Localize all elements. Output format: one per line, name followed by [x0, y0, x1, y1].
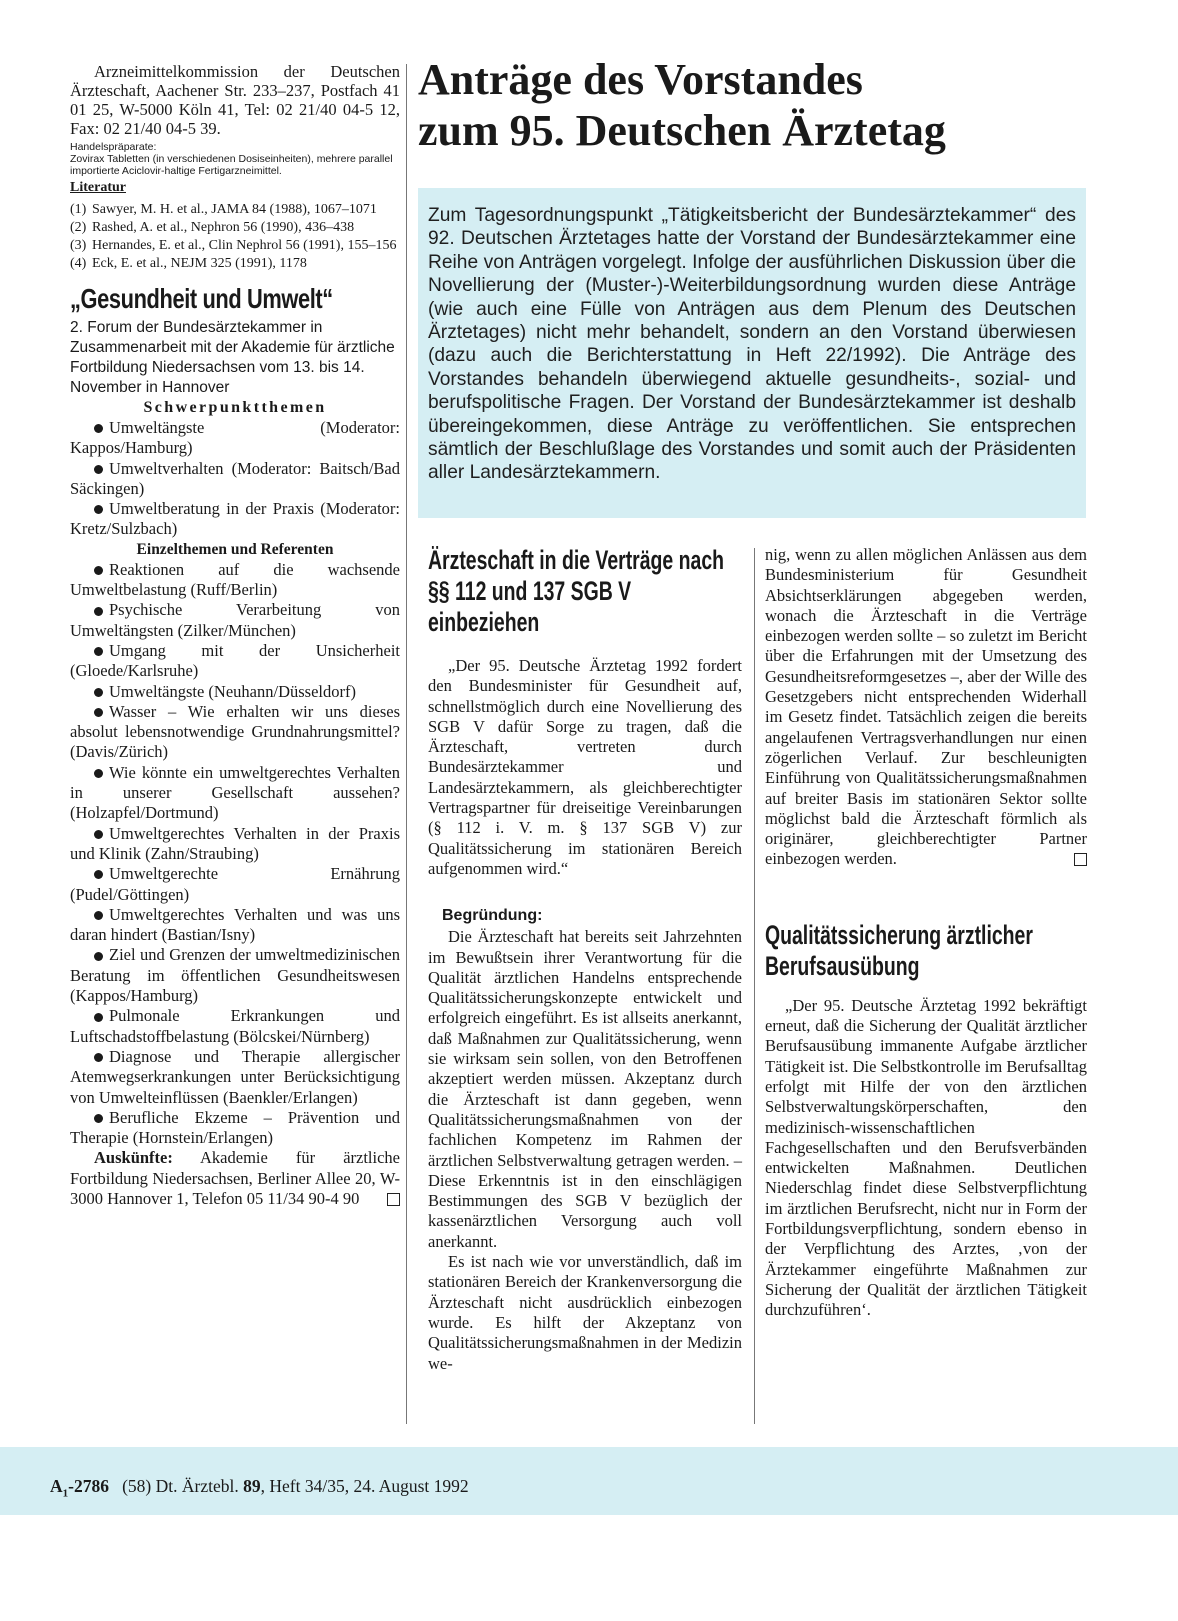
list-item: Wie könnte ein umweltgerechtes Verhalten in unserer Gesellschaft aussehen? (Holzapfel/Dortmund) [70, 762, 400, 823]
bullet-icon [94, 1114, 103, 1123]
list-item: Umweltberatung in der Praxis (Moderator: Kretz/Sulzbach) [70, 499, 400, 539]
forum-text: 2. Forum der Bundesärztekammer in Zusammenarbeit mit der Akademie für ärztliche Fortbildung Niedersachsen vom 13. bis 14. November in Hannover [70, 319, 395, 396]
article1-heading: Ärzteschaft in die Verträge nach §§ 112 und 137 SGB V einbeziehen [428, 545, 725, 637]
bullet-icon [94, 688, 103, 697]
bullet-icon [94, 769, 103, 778]
bullet-icon [94, 607, 103, 616]
volume: 89 [243, 1476, 261, 1496]
article2-heading: Qualitätssicherung ärztlicher Berufsausübung [765, 919, 1033, 981]
list-item: Umweltängste (Moderator: Kappos/Hamburg) [70, 418, 400, 458]
bullet-icon [94, 566, 103, 575]
left-column [70, 62, 400, 1209]
list-item: Umweltverhalten (Moderator: Baitsch/Bad Säckingen) [70, 458, 400, 498]
article1-para2: Es ist nach wie vor unverständlich, daß im stationären Bereich der Krankenversorgung die Ärzteschaft nicht ausdrücklich einbezogen wurde. Es hilft der Akzeptanz von Qualitätssicherungsmaßnahmen in der Medizin we- [428, 1252, 742, 1373]
list-item: Wasser – Wie erhalten wir uns dieses absolut lebensnotwendige Grundnahrungsmittel? (Davis/Zürich) [70, 701, 400, 762]
intro-box [418, 188, 1086, 518]
bullet-icon [94, 505, 103, 514]
issue-number: (58) [122, 1476, 152, 1496]
schwerpunkt-list [70, 418, 400, 540]
list-item: Reaktionen auf die wachsende Umweltbelastung (Ruff/Berlin) [70, 559, 400, 600]
bullet-icon [94, 830, 103, 839]
end-mark-icon [1074, 853, 1087, 866]
journal-name: Dt. Ärztebl. [155, 1476, 239, 1496]
end-mark-icon [387, 1193, 400, 1206]
bullet-icon [94, 708, 103, 717]
bullet-icon [94, 952, 103, 961]
contact-info: Arzneimittelkommission der Deutschen Ärzteschaft, Aachener Str. 233–237, Postfach 41 01 25, W-5000 Köln 41, Tel: 02 21/40 04-5 12, Fax: 02 21/40 04-5 39. [70, 62, 400, 138]
auskunft-label: Auskünfte: [94, 1148, 173, 1168]
intro-text: Zum Tagesordnungspunkt „Tätigkeitsbericht der Bundesärztekammer“ des 92. Deutschen Ärztetages hatte der Vorstand der Bundesärztekammer eine Reihe von Anträgen vorgelegt. Infolge der ausführlichen Diskussion über die Novellierung der (Muster-)-Weiterbildungsordnung wurden diese Anträge (wie auch eine Fülle von Anträgen aus dem Plenum des Deutschen Ärztetages) nicht mehr behandelt, sondern an den Vorstand überwiesen (dazu auch die Berichterstattung in Heft 22/1992). Die Anträge des Vorstandes behandeln überwiegend aktuelle gesundheits-, sozial- und berufspolitische Fragen. Der Vorstand der Bundesärztekammer ist deshalb übereingekommen, diese Anträge zu veröffentlichen. Sie entsprechen sämtlich der Beschlußlage des Vorstandes und somit auch der Präsidenten aller Landesärztekammern. [428, 205, 1076, 484]
reference-list [70, 202, 400, 272]
handel-label: Handelspräparate: [70, 141, 157, 153]
column-divider [406, 64, 407, 1424]
article1-para1: Die Ärzteschaft hat bereits seit Jahrzehnten im Bewußtsein ihrer Verantwortung für die Qualität ärztlichen Handelns entsprechende Qualitätssicherungskonzepte entwickelt und erfolgreich eingeführt. Es ist allseits anerkannt, daß Maßnahmen zur Qualitätssicherung, wenn sie wirksam sein sollen, von den Betroffenen akzeptiert werden müssen. Akzeptanz durch die Ärzteschaft ist dann gegeben, wenn Qualitätssicherungsmaßnahmen von der fachlichen Kompetenz im Rahmen der ärztlichen Selbstverwaltung getragen werden. – Diese Erkenntnis ist in den einschlägigen Bestimmungen des SGB V bezüglich der kassenärztlichen Versorgung auch voll anerkannt. [428, 927, 742, 1251]
bullet-icon [94, 1053, 103, 1062]
bullet-icon [94, 911, 103, 920]
page-title: Anträge des Vorstandes zum 95. Deutschen Ärztetag [418, 55, 946, 155]
list-item: Pulmonale Erkrankungen und Luftschadstoffbelastung (Bölcskei/Nürnberg) [70, 1006, 400, 1046]
list-item: Berufliche Ekzeme – Prävention und Therapie (Hornstein/Erlangen) [70, 1107, 400, 1148]
bullet-icon [94, 465, 103, 474]
literatur-heading: Literatur [70, 180, 126, 195]
gesundheit-umwelt-heading: „Gesundheit und Umwelt“ [70, 283, 333, 314]
article1-continuation: nig, wenn zu allen möglichen Anlässen aus dem Bundesministerium für Gesundheit Absichtserklärungen abgegeben werden, wonach die Ärzteschaft in die Verträge einbezogen werden sollte – so zuletzt im Bericht über die Erfahrungen mit der Umsetzung des Gesundheitsreformgesetzes –, aber der Wille des Gesetzgebers nicht entsprechenden Widerhall im Gesetz findet. Tatsächlich zeigen die bereits angelaufenen Vertragsverhandlungen nur einen zögerlichen Verlauf. Zur beschleunigten Einführung von Qualitätssicherungsmaßnahmen auf breiter Basis im stationären Sektor sollte möglichst bald die Ärzteschaft förmlich als originärer, gleichberechtigter Partner einbezogen werden. [765, 545, 1087, 869]
reference-item: (1) Sawyer, M. H. et al., JAMA 84 (1988), 1067–1071 [70, 202, 377, 217]
list-item: Psychische Verarbeitung von Umweltängsten (Zilker/München) [70, 600, 400, 640]
article1-quote: „Der 95. Deutsche Ärztetag 1992 fordert den Bundesminister für Gesundheit auf, schnellstmöglich durch eine Novellierung des SGB V dafür Sorge zu tragen, daß die Ärzteschaft, vertreten durch Bundesärztekammer und Landesärztekammern, als gleichberechtigter Vertragspartner für dreiseitige Vereinbarungen (§ 112 i. V. m. § 137 SGB V) zur Qualitätssicherung im stationären Bereich aufgenommen wird.“ [428, 656, 742, 878]
reference-item: (2) Rashed, A. et al., Nephron 56 (1990), 436–438 [70, 220, 355, 235]
list-item: Umweltgerechtes Verhalten in der Praxis und Klinik (Zahn/Straubing) [70, 823, 400, 863]
auskunft-text: Auskünfte: Akademie für ärztliche Fortbildung Niedersachsen, Berliner Allee 20, W-3000 Hannover 1, Telefon 05 11/34 90-4 90 [70, 1148, 400, 1208]
page-number: $A_1-2786$ [50, 1476, 109, 1500]
schwerpunkt-heading: Schwerpunktthemen [143, 399, 327, 416]
column-divider [754, 548, 755, 1424]
list-item: Umweltgerechte Ernährung (Pudel/Göttingen) [70, 864, 400, 904]
bullet-icon [94, 870, 103, 879]
list-item: Umweltgerechtes Verhalten und was uns daran hindert (Bastian/Isny) [70, 904, 400, 945]
einzel-heading: Einzelthemen und Referenten [136, 540, 334, 558]
einzel-list [70, 560, 400, 1149]
right-column [765, 545, 1087, 1321]
article2-text: „Der 95. Deutsche Ärztetag 1992 bekräftigt erneut, daß die Sicherung der Qualität ärztlicher Berufsausübung immanente Aufgabe ärztlicher Tätigkeit ist. Die Selbstkontrolle im Berufsalltag erfolgt mit Hilfe der von den ärztlichen Selbstverwaltungskörperschaften, den medizinisch-wissenschaftlichen Fachgesellschaften und den Berufsverbänden entwickelten Maßnahmen. Deutlichen Niederschlag findet diese Selbstverpflichtung im ärztlichen Berufsrecht, nicht nur in Form der Fortbildungsverpflichtung, sondern ebenso in der Verpflichtung des Arztes, ‚von der Ärztekammer eingeführte Maßnahmen zur Sicherung der Qualität der ärztlichen Tätigkeit durchzuführen‘. [765, 995, 1087, 1320]
issue-info: , Heft 34/35, 24. August 1992 [260, 1476, 469, 1496]
reference-item: (4) Eck, E. et al., NEJM 325 (1991), 1178 [70, 256, 307, 271]
reference-item: (3) Hernandes, E. et al., Clin Nephrol 56 (1991), 155–156 [70, 238, 397, 253]
bullet-icon [94, 647, 103, 656]
middle-column [428, 545, 742, 1374]
bullet-icon [94, 424, 103, 433]
handel-text: Zovirax Tabletten (in verschiedenen Dosiseinheiten), mehrere parallel importierte Aciclovir-haltige Fertigarzneimittel. [70, 153, 393, 177]
bullet-icon [94, 1013, 103, 1022]
list-item: Ziel und Grenzen der umweltmedizinischen Beratung im öffentlichen Gesundheitswesen (Kappos/Hamburg) [70, 945, 400, 1006]
begruendung-heading: Begründung: [442, 907, 543, 925]
list-item: Umweltängste (Neuhann/Düsseldorf) [70, 682, 400, 702]
list-item: Diagnose und Therapie allergischer Atemwegserkrankungen unter Berücksichtigung von Umwelteinflüssen (Baenkler/Erlangen) [70, 1046, 400, 1107]
footer [50, 1476, 469, 1500]
list-item: Umgang mit der Unsicherheit (Gloede/Karlsruhe) [70, 640, 400, 681]
